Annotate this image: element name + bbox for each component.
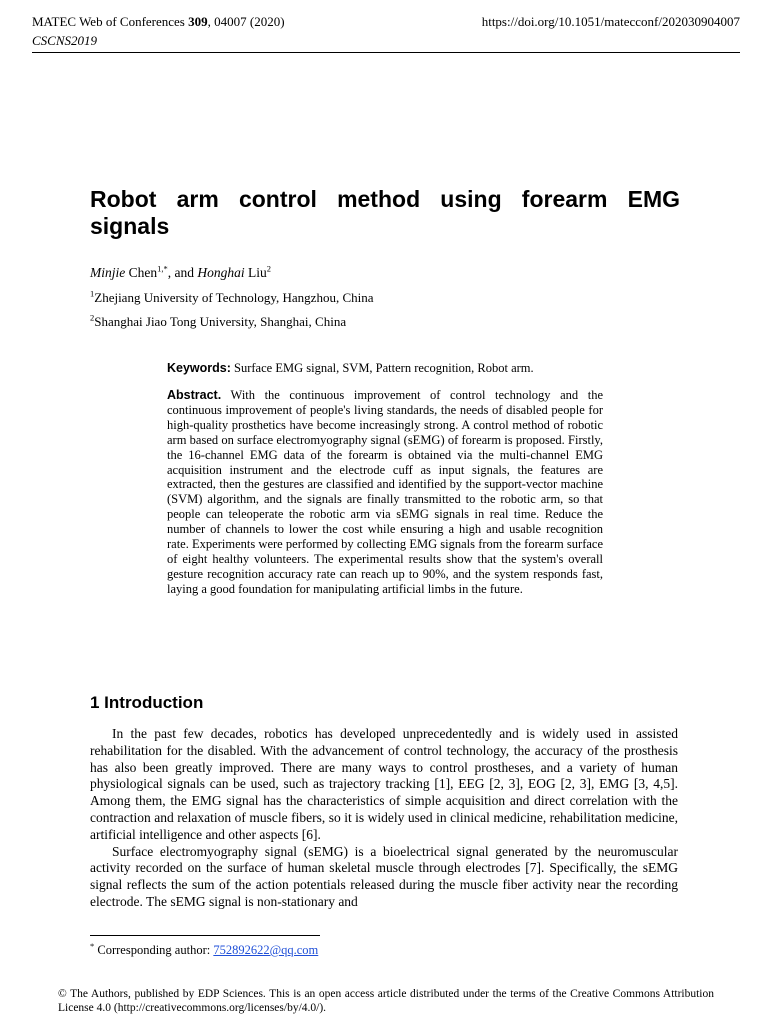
author-family-name: Liu: [244, 265, 267, 280]
conference-id: CSCNS2019: [32, 33, 98, 48]
email-link[interactable]: 752892622@qq.com: [213, 943, 319, 957]
footnote-divider: [90, 935, 320, 936]
author-given-name: Minjie: [90, 265, 126, 280]
body-paragraph: Surface electromyography signal (sEMG) is a bioelectrical signal generated by the neuromuscular activity recorded on the surface of human skeletal muscle through electrodes [7]. Specifically, the sEMG signal reflects the sum of the action potentials released during the muscle fiber activity near the recording electrode. The sEMG signal is non-stationary and: [90, 843, 678, 909]
affiliation-1: $^1$Zhejiang University of Technology, Hangzhou, China: [90, 288, 374, 305]
author-given-name: Honghai: [197, 265, 245, 280]
footnote: * Corresponding author: 752892622@qq.com: [90, 940, 319, 957]
author-family-name: Chen: [125, 265, 158, 280]
body-paragraph: In the past few decades, robotics has developed unprecedentedly and is widely used in assisted rehabilitation for the disabled. With the advancement of control technology, the accuracy of the prosthesis has also been greatly improved. There are many ways to control prostheses, and a variety of human physiological signals can be used, such as trajectory tracking [1], EEG [2, 3], EOG [2, 3], EMG [3, 4,5]. Among them, the EMG signal has the characteristics of simple acquisition and direct correlation with the contraction and relaxation of muscle fibers, so it is widely used in clinical medicine, rehabilitation medicine, artificial intelligence and other aspects [6].: [90, 726, 678, 842]
header-divider: [32, 52, 740, 53]
running-header: [32, 12, 740, 50]
journal-citation: MATEC Web of Conferences 309, 04007 (2020): [32, 14, 285, 29]
keywords-label: Keywords:: [167, 361, 231, 375]
section-heading: 1 Introduction: [90, 693, 204, 712]
keywords-text: Surface EMG signal, SVM, Pattern recognition, Robot arm.: [230, 361, 534, 375]
abstract-text: With the continuous improvement of control technology and the continuous improvement of people's living standards, the needs of disabled people for high-quality prosthetics have become increasingly strong. A control method of robotic arm based on surface electromyography signal (sEMG) of forearm is proposed. Firstly, the 16-channel EMG data of the forearm is obtained via the multi-channel EMG acquisition instrument and the electrode cuff as input signals, the features are extracted, then the gestures are classified and identified by the support-vector machine (SVM) algorithm, and the signals are finally transmitted to the robotic arm, so that people can teleoperate the robotic arm via sEMG signals in real time. Reduce the number of channels to lower the cost while ensuring a high and usable recognition rate. Experiments were performed by collecting EMG signals from the forearm surface of eight healthy volunteers. The experimental results show that the system's overall gesture recognition accuracy rate can reach up to 90%, and the system responds fast, laying a good foundation for manipulating artificial limbs in the future.: [167, 388, 603, 596]
abstract-label: Abstract.: [167, 388, 222, 402]
section-body: [90, 726, 678, 911]
doi-link[interactable]: https://doi.org/10.1051/matecconf/202030904007: [481, 14, 740, 29]
author-line: Minjie Chen$^{1,*}$, and Honghai Liu$^2$: [90, 263, 271, 280]
paper-title: Robot arm control method using forearm EMG signals: [90, 186, 680, 239]
license-notice: © The Authors, published by EDP Sciences. This is an open access article distributed under the terms of the Creative Commons Attribution License 4.0 (http://creativecommons.org/licenses/by/4.0/).: [58, 988, 714, 1014]
affiliation-2: $^2$Shanghai Jiao Tong University, Shanghai, China: [90, 312, 347, 329]
keywords-block: [167, 360, 603, 376]
author-affiliation-mark: 2: [266, 263, 271, 274]
author-affiliation-mark: 1,*: [157, 263, 168, 274]
abstract-block: [167, 388, 603, 597]
